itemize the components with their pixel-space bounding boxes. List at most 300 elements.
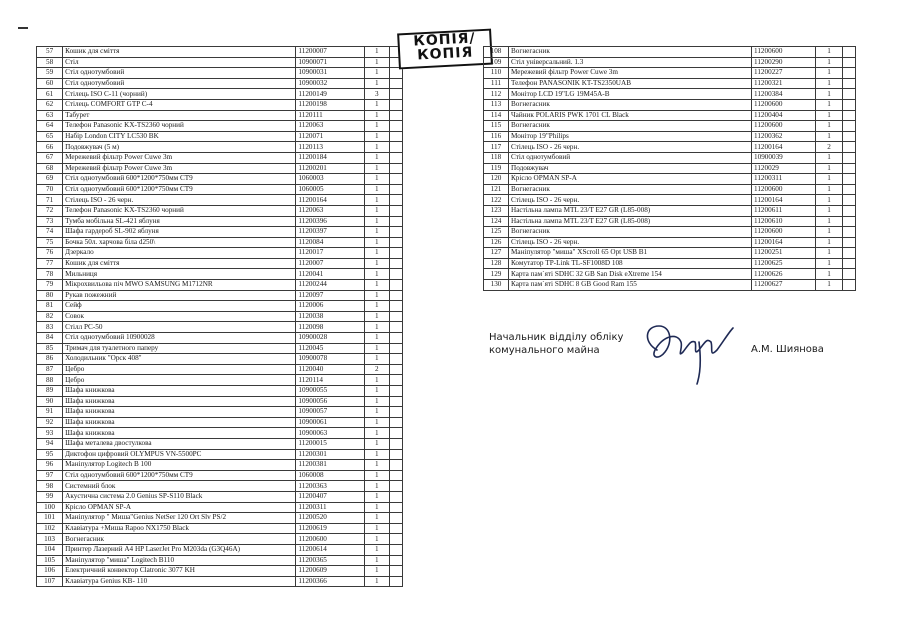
inventory-code-cell: 11200362	[752, 131, 816, 142]
inventory-code-cell: 11200611	[752, 205, 816, 216]
inventory-code-cell: 11200227	[752, 68, 816, 79]
empty-cell	[843, 163, 856, 174]
quantity-cell: 3	[364, 89, 389, 100]
item-name-cell: Монітор 19"Philips	[509, 131, 752, 142]
empty-cell	[843, 121, 856, 132]
table-row	[37, 216, 403, 227]
item-name-cell: Подовжувач (5 м)	[63, 142, 296, 153]
table-row	[484, 174, 856, 185]
item-name-cell: Вогнегасник	[509, 121, 752, 132]
quantity-cell: 1	[364, 68, 389, 79]
quantity-cell: 1	[364, 142, 389, 153]
inventory-code-cell: 11200244	[296, 280, 364, 291]
empty-cell	[389, 121, 402, 132]
empty-cell	[389, 449, 402, 460]
table-row	[484, 269, 856, 280]
row-number-cell: 57	[37, 47, 63, 58]
table-row	[484, 142, 856, 153]
quantity-cell: 1	[364, 375, 389, 386]
row-number-cell: 79	[37, 280, 63, 291]
table-row	[37, 237, 403, 248]
table-row	[484, 280, 856, 291]
empty-cell	[389, 534, 402, 545]
empty-cell	[843, 269, 856, 280]
quantity-cell: 1	[364, 438, 389, 449]
quantity-cell: 1	[364, 407, 389, 418]
table-row	[37, 481, 403, 492]
empty-cell	[389, 301, 402, 312]
signatory-position-line-1: Начальник відділу обліку	[489, 332, 624, 343]
table-row	[37, 152, 403, 163]
stamp-line-1: КОПІЯ/	[413, 30, 476, 50]
empty-cell	[843, 57, 856, 68]
table-row	[37, 89, 403, 100]
row-number-cell: 77	[37, 258, 63, 269]
empty-cell	[389, 343, 402, 354]
inventory-code-cell: 11200311	[752, 174, 816, 185]
table-row	[484, 163, 856, 174]
table-row	[37, 544, 403, 555]
item-name-cell: Телефон Panasonic KX-TS2360 чорний	[63, 205, 296, 216]
table-row	[37, 301, 403, 312]
table-row	[37, 375, 403, 386]
item-name-cell: Табурет	[63, 110, 296, 121]
item-name-cell: Клавіатура +Миша Rapoo NX1750 Black	[63, 523, 296, 534]
empty-cell	[389, 491, 402, 502]
empty-cell	[389, 269, 402, 280]
quantity-cell: 1	[364, 184, 389, 195]
item-name-cell: Стіл однотумбовий	[63, 78, 296, 89]
table-row	[484, 78, 856, 89]
item-name-cell: Стіл однотумбовий 600*1200*750мм CT9	[63, 174, 296, 185]
empty-cell	[843, 68, 856, 79]
quantity-cell: 1	[364, 502, 389, 513]
table-row	[484, 237, 856, 248]
quantity-cell: 1	[364, 534, 389, 545]
item-name-cell: Акустична система 2.0 Genius SP-S110 Black	[63, 491, 296, 502]
signatory-name: А.М. Шиянова	[751, 344, 824, 355]
quantity-cell: 1	[816, 237, 843, 248]
inventory-code-cell: 10900061	[296, 417, 364, 428]
item-name-cell: Стілець ISO - 26 черн.	[509, 195, 752, 206]
item-name-cell: Телефон Panasonic KX-TS2360 чорний	[63, 121, 296, 132]
inventory-code-cell: 11200520	[296, 513, 364, 524]
quantity-cell: 1	[364, 449, 389, 460]
item-name-cell: Цебро	[63, 364, 296, 375]
table-row	[484, 99, 856, 110]
item-name-cell: Маніпулятор "миша" XScroll 65 Opt USB B1	[509, 248, 752, 259]
empty-cell	[389, 142, 402, 153]
item-name-cell: Стілець ISO C-11 (чорний)	[63, 89, 296, 100]
table-row	[37, 68, 403, 79]
empty-cell	[389, 354, 402, 365]
empty-cell	[389, 184, 402, 195]
table-row	[37, 248, 403, 259]
handwritten-signature	[637, 312, 747, 390]
row-number-cell: 85	[37, 343, 63, 354]
quantity-cell: 1	[816, 152, 843, 163]
row-number-cell: 90	[37, 396, 63, 407]
item-name-cell: Стілл РС-50	[63, 322, 296, 333]
row-number-cell: 71	[37, 195, 63, 206]
quantity-cell: 1	[364, 152, 389, 163]
quantity-cell: 1	[364, 555, 389, 566]
row-number-cell: 103	[37, 534, 63, 545]
table-row	[484, 89, 856, 100]
row-number-cell: 72	[37, 205, 63, 216]
inventory-code-cell: 1120041	[296, 269, 364, 280]
empty-cell	[843, 99, 856, 110]
item-name-cell: Стіл однотумбовий 600*1200*750мм CT9	[63, 184, 296, 195]
item-name-cell: Настільна лампа MTL 23/T E27 GR (L85-008)	[509, 216, 752, 227]
item-name-cell: Вогнегасник	[509, 184, 752, 195]
quantity-cell: 1	[364, 163, 389, 174]
row-number-cell: 58	[37, 57, 63, 68]
item-name-cell: Стілець ISO - 26 черн.	[509, 142, 752, 153]
quantity-cell: 1	[364, 470, 389, 481]
item-name-cell: Бочка 50л. харчова біла d250\	[63, 237, 296, 248]
row-number-cell: 91	[37, 407, 63, 418]
empty-cell	[389, 438, 402, 449]
quantity-cell: 1	[364, 343, 389, 354]
inventory-code-cell: 1120063	[296, 121, 364, 132]
empty-cell	[389, 333, 402, 344]
item-name-cell: Кошик для сміття	[63, 258, 296, 269]
row-number-cell: 96	[37, 460, 63, 471]
row-number-cell: 87	[37, 364, 63, 375]
table-row	[484, 68, 856, 79]
row-number-cell: 98	[37, 481, 63, 492]
quantity-cell: 1	[364, 290, 389, 301]
item-name-cell: Шафа книжкова	[63, 396, 296, 407]
empty-cell	[843, 142, 856, 153]
table-row	[37, 311, 403, 322]
quantity-cell: 1	[816, 269, 843, 280]
quantity-cell: 1	[364, 354, 389, 365]
quantity-cell: 1	[364, 258, 389, 269]
table-row	[484, 110, 856, 121]
inventory-code-cell: 11200404	[752, 110, 816, 121]
inventory-code-cell: 1120097	[296, 290, 364, 301]
item-name-cell: Стіл універсальний. 1.3	[509, 57, 752, 68]
empty-cell	[843, 258, 856, 269]
row-number-cell: 75	[37, 237, 63, 248]
item-name-cell: Подовжувач	[509, 163, 752, 174]
inventory-code-cell: 11200407	[296, 491, 364, 502]
empty-cell	[389, 89, 402, 100]
quantity-cell: 1	[816, 78, 843, 89]
quantity-cell: 1	[816, 248, 843, 259]
table-row	[37, 184, 403, 195]
quantity-cell: 1	[364, 174, 389, 185]
empty-cell	[843, 152, 856, 163]
quantity-cell: 1	[364, 110, 389, 121]
quantity-cell: 1	[364, 428, 389, 439]
inventory-code-cell: 11200363	[296, 481, 364, 492]
empty-cell	[843, 78, 856, 89]
inventory-code-cell: 10900057	[296, 407, 364, 418]
quantity-cell: 1	[364, 566, 389, 577]
table-row	[37, 566, 403, 577]
row-number-cell: 83	[37, 322, 63, 333]
empty-cell	[389, 566, 402, 577]
table-row	[37, 523, 403, 534]
item-name-cell: Стіл однотумбовий 10900028	[63, 333, 296, 344]
table-row	[484, 195, 856, 206]
row-number-cell: 113	[484, 99, 509, 110]
item-name-cell: Шафа металева двостулкова	[63, 438, 296, 449]
inventory-code-cell: 11200251	[752, 248, 816, 259]
item-name-cell: Системний блок	[63, 481, 296, 492]
empty-cell	[389, 396, 402, 407]
row-number-cell: 110	[484, 68, 509, 79]
table-row	[484, 121, 856, 132]
inventory-code-cell: 1120017	[296, 248, 364, 259]
table-row	[37, 163, 403, 174]
row-number-cell: 89	[37, 386, 63, 397]
row-number-cell: 65	[37, 131, 63, 142]
row-number-cell: 64	[37, 121, 63, 132]
inventory-table-right	[483, 46, 856, 291]
item-name-cell: Вогнегасник	[509, 227, 752, 238]
inventory-code-cell: 11200007	[296, 47, 364, 58]
quantity-cell: 1	[364, 269, 389, 280]
inventory-code-cell: 11200164	[752, 142, 816, 153]
empty-cell	[389, 502, 402, 513]
table-row	[37, 407, 403, 418]
quantity-cell: 1	[364, 311, 389, 322]
table-row	[37, 449, 403, 460]
quantity-cell: 1	[816, 184, 843, 195]
item-name-cell: Дзеркало	[63, 248, 296, 259]
inventory-code-cell: 11200164	[296, 195, 364, 206]
row-number-cell: 126	[484, 237, 509, 248]
row-number-cell: 63	[37, 110, 63, 121]
item-name-cell: Шафа книжкова	[63, 428, 296, 439]
empty-cell	[389, 195, 402, 206]
table-row	[484, 152, 856, 163]
row-number-cell: 120	[484, 174, 509, 185]
quantity-cell: 1	[364, 47, 389, 58]
quantity-cell: 1	[364, 131, 389, 142]
row-number-cell: 100	[37, 502, 63, 513]
empty-cell	[389, 152, 402, 163]
inventory-code-cell: 11200625	[752, 258, 816, 269]
table-row	[484, 184, 856, 195]
item-name-cell: Стілець ISO - 26 черн.	[63, 195, 296, 206]
table-row	[484, 57, 856, 68]
quantity-cell: 1	[816, 68, 843, 79]
item-name-cell: Вогнегасник	[509, 99, 752, 110]
inventory-code-cell: 11200365	[296, 555, 364, 566]
row-number-cell: 67	[37, 152, 63, 163]
empty-cell	[843, 195, 856, 206]
table-row	[484, 227, 856, 238]
table-row	[37, 205, 403, 216]
table-row	[37, 269, 403, 280]
inventory-code-cell: 11200198	[296, 99, 364, 110]
inventory-table-left	[36, 46, 403, 587]
inventory-code-cell: 11200381	[296, 460, 364, 471]
row-number-cell: 109	[484, 57, 509, 68]
inventory-code-cell: 11200619	[296, 523, 364, 534]
row-number-cell: 102	[37, 523, 63, 534]
row-number-cell: 74	[37, 227, 63, 238]
empty-cell	[843, 89, 856, 100]
inventory-code-cell: 1120038	[296, 311, 364, 322]
empty-cell	[389, 470, 402, 481]
inventory-code-cell: 1120113	[296, 142, 364, 153]
item-name-cell: Мікрохвильова піч MWO SAMSUNG M1712NR	[63, 280, 296, 291]
item-name-cell: Мильниця	[63, 269, 296, 280]
empty-cell	[843, 131, 856, 142]
row-number-cell: 95	[37, 449, 63, 460]
row-number-cell: 97	[37, 470, 63, 481]
item-name-cell: Стіл	[63, 57, 296, 68]
item-name-cell: Настільна лампа MTL 23/T E27 GR (L85-008)	[509, 205, 752, 216]
item-name-cell: Мережевий фільтр Power Cuwe 3m	[63, 163, 296, 174]
inventory-code-cell: 11200610	[752, 216, 816, 227]
inventory-code-cell: 10900031	[296, 68, 364, 79]
table-row	[37, 491, 403, 502]
empty-cell	[843, 237, 856, 248]
signatory-position-line-2: комунального майна	[489, 345, 600, 356]
inventory-code-cell: 11200600	[752, 99, 816, 110]
inventory-code-cell: 10900078	[296, 354, 364, 365]
quantity-cell: 1	[816, 121, 843, 132]
item-name-cell: Тримач для туалетного паперу	[63, 343, 296, 354]
item-name-cell: Крісло OPMAN SP-A	[509, 174, 752, 185]
table-row	[484, 216, 856, 227]
row-number-cell: 94	[37, 438, 63, 449]
quantity-cell: 1	[364, 227, 389, 238]
empty-cell	[389, 290, 402, 301]
inventory-code-cell: 11200201	[296, 163, 364, 174]
inventory-code-cell: 11200290	[752, 57, 816, 68]
empty-cell	[389, 205, 402, 216]
empty-cell	[389, 227, 402, 238]
item-name-cell: Сейф	[63, 301, 296, 312]
empty-cell	[389, 417, 402, 428]
quantity-cell: 1	[364, 322, 389, 333]
inventory-code-cell: 11200600	[752, 47, 816, 58]
empty-cell	[389, 322, 402, 333]
item-name-cell: Стілець COMFORT GTP C-4	[63, 99, 296, 110]
table-row	[37, 322, 403, 333]
table-row	[37, 57, 403, 68]
inventory-code-cell: 1120040	[296, 364, 364, 375]
table-row	[484, 131, 856, 142]
empty-cell	[389, 216, 402, 227]
table-row	[37, 290, 403, 301]
inventory-code-cell: 11200366	[296, 576, 364, 587]
table-row	[37, 280, 403, 291]
inventory-code-cell: 1120098	[296, 322, 364, 333]
empty-cell	[389, 311, 402, 322]
quantity-cell: 1	[364, 301, 389, 312]
quantity-cell: 1	[816, 110, 843, 121]
quantity-cell: 1	[364, 386, 389, 397]
row-number-cell: 69	[37, 174, 63, 185]
inventory-code-cell: 11200600	[752, 184, 816, 195]
item-name-cell: Маніпулятор "миша" Logitech B110	[63, 555, 296, 566]
empty-cell	[389, 386, 402, 397]
quantity-cell: 1	[816, 57, 843, 68]
empty-cell	[389, 78, 402, 89]
quantity-cell: 1	[816, 174, 843, 185]
quantity-cell: 1	[364, 523, 389, 534]
inventory-code-cell: 1120007	[296, 258, 364, 269]
quantity-cell: 1	[364, 396, 389, 407]
item-name-cell: Шафа книжкова	[63, 407, 296, 418]
row-number-cell: 128	[484, 258, 509, 269]
item-name-cell: Рукав пожежний	[63, 290, 296, 301]
inventory-code-cell: 10900032	[296, 78, 364, 89]
quantity-cell: 1	[364, 248, 389, 259]
inventory-code-cell: 1120111	[296, 110, 364, 121]
row-number-cell: 123	[484, 205, 509, 216]
item-name-cell: Диктофон цифровий OLYMPUS VN-5500PC	[63, 449, 296, 460]
table-row	[37, 131, 403, 142]
row-number-cell: 82	[37, 311, 63, 322]
quantity-cell: 1	[816, 195, 843, 206]
quantity-cell: 1	[816, 99, 843, 110]
inventory-code-cell: 11200396	[296, 216, 364, 227]
table-row	[37, 99, 403, 110]
item-name-cell: Мережевий фільтр Power Cuwe 3m	[509, 68, 752, 79]
inventory-code-cell: 1060005	[296, 184, 364, 195]
quantity-cell: 1	[364, 544, 389, 555]
inventory-code-cell: 1120084	[296, 237, 364, 248]
table-row	[37, 227, 403, 238]
quantity-cell: 1	[364, 205, 389, 216]
table-row	[37, 470, 403, 481]
empty-cell	[389, 248, 402, 259]
inventory-code-cell: 11200311	[296, 502, 364, 513]
empty-cell	[843, 280, 856, 291]
quantity-cell: 2	[816, 142, 843, 153]
empty-cell	[843, 47, 856, 58]
inventory-code-cell: 11200184	[296, 152, 364, 163]
quantity-cell: 1	[364, 195, 389, 206]
quantity-cell: 1	[364, 460, 389, 471]
inventory-code-cell: 11200626	[752, 269, 816, 280]
inventory-code-cell: 10900028	[296, 333, 364, 344]
item-name-cell: Цебро	[63, 375, 296, 386]
quantity-cell: 1	[816, 47, 843, 58]
quantity-cell: 1	[816, 280, 843, 291]
row-number-cell: 70	[37, 184, 63, 195]
inventory-code-cell: 11200164	[752, 237, 816, 248]
empty-cell	[389, 555, 402, 566]
inventory-code-cell: 1120006	[296, 301, 364, 312]
item-name-cell: Шафа книжкова	[63, 386, 296, 397]
quantity-cell: 1	[816, 258, 843, 269]
row-number-cell: 115	[484, 121, 509, 132]
quantity-cell: 1	[364, 280, 389, 291]
row-number-cell: 114	[484, 110, 509, 121]
row-number-cell: 124	[484, 216, 509, 227]
quantity-cell: 2	[364, 364, 389, 375]
inventory-code-cell: 1120029	[752, 163, 816, 174]
empty-cell	[843, 248, 856, 259]
empty-cell	[389, 280, 402, 291]
row-number-cell: 60	[37, 78, 63, 89]
empty-cell	[843, 110, 856, 121]
item-name-cell: Набір London CITY LC530 BK	[63, 131, 296, 142]
row-number-cell: 107	[37, 576, 63, 587]
inventory-code-cell: 11200164	[752, 195, 816, 206]
